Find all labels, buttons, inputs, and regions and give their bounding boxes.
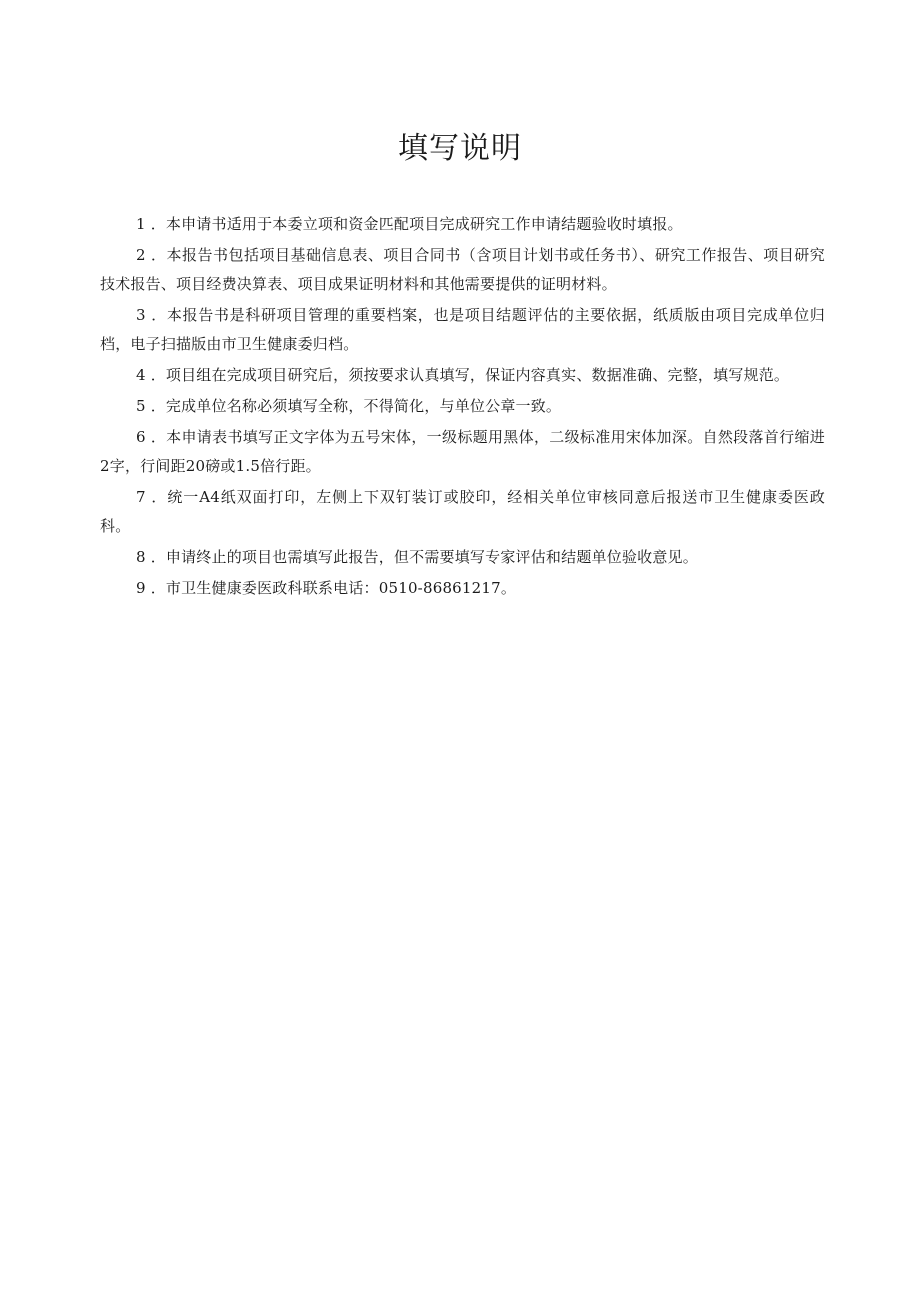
instruction-item-1: 1 ．本申请书适用于本委立项和资金匹配项目完成研究工作申请结题验收时填报。 (136, 215, 683, 233)
instruction-item-2: 2 ．本报告书包括项目基础信息表、项目合同书（含项目计划书或任务书）、研究工作报告、项目研究技术报告、项目经费决算表、项目成果证明材料和其他需要提供的证明材料。 (100, 246, 825, 293)
instructions-list (100, 210, 825, 605)
instruction-item-9: 9 ．市卫生健康委医政科联系电话：0510-86861217。 (136, 579, 517, 597)
instruction-item-7: 7 ．统一A4纸双面打印，左侧上下双钉装订或胶印，经相关单位审核同意后报送市卫生健康委医政科。 (100, 488, 825, 535)
instruction-item-6: 6 ．本申请表书填写正文字体为五号宋体，一级标题用黑体，二级标准用宋体加深。自然段落首行缩进2字，行间距20磅或1.5倍行距。 (100, 428, 825, 475)
instruction-item-4: 4 ．项目组在完成项目研究后，须按要求认真填写，保证内容真实、数据准确、完整，填写规范。 (136, 366, 790, 384)
instruction-item-5: 5 ．完成单位名称必须填写全称，不得简化，与单位公章一致。 (136, 397, 562, 415)
instruction-item-3: 3 ．本报告书是科研项目管理的重要档案，也是项目结题评估的主要依据，纸质版由项目完成单位归档，电子扫描版由市卫生健康委归档。 (100, 306, 825, 353)
page-title: 填写说明 (398, 131, 522, 166)
instruction-item-8: 8 ．申请终止的项目也需填写此报告，但不需要填写专家评估和结题单位验收意见。 (136, 548, 698, 566)
